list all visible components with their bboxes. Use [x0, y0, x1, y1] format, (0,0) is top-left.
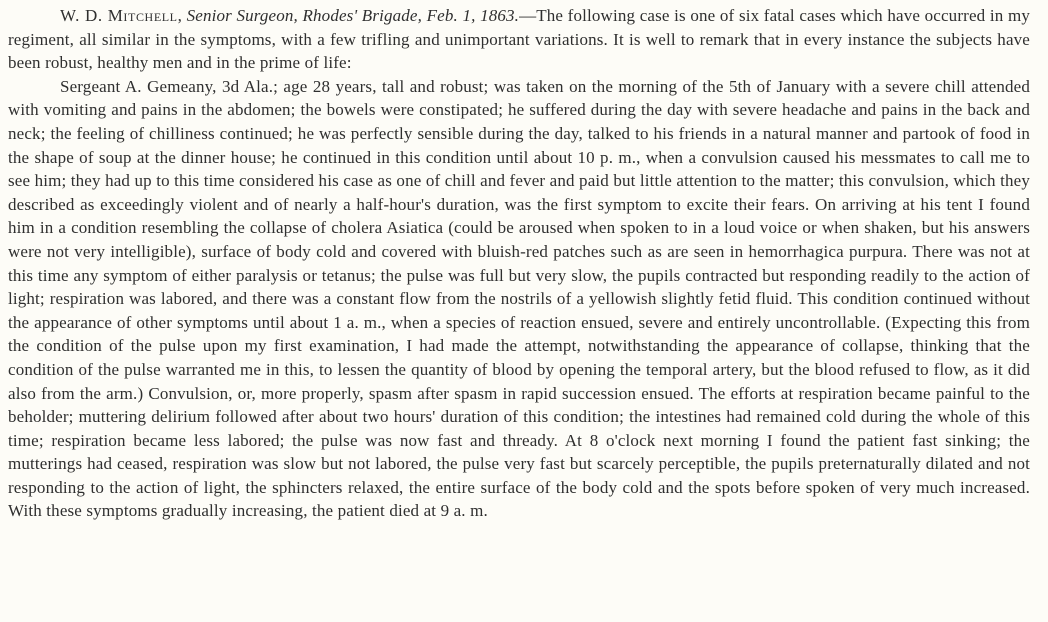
case-paragraph: Sergeant A. Gemeany, 3d Ala.; age 28 years, tall and robust; was taken on the morning of the 5th of January with a severe chill attended with vomiting and pains in the abdomen; the bowels were constipated; he suffered during the day with severe headache and pains in the back and neck; the feeling of chilliness continued; he was perfectly sensible during the day, talked to his friends in a natural manner and partook of food in the shape of soup at the dinner house; he continued in this condition until about 10 p. m., when a convulsion caused his messmates to call me to see him; they had up to this time considered his case as one of chill and fever and paid but little attention to the matter; this convulsion, which they described as exceedingly violent and of nearly a half-hour's duration, was the first symptom to excite their fears. On arriving at his tent I found him in a condition resembling the collapse of cholera Asiatica (could be aroused when spoken to in a loud voice or when shaken, but his answers were not very intelligible), surface of body cold and covered with bluish-red patches such as are seen in hemorrhagica purpura. There was not at this time any symptom of either paralysis or tetanus; the pulse was full but very slow, the pupils contracted but responding readily to the action of light; respiration was labored, and there was a constant flow from the nostrils of a yellowish slightly fetid fluid. This condition continued without the appearance of other symptoms until about 1 a. m., when a species of reaction ensued, severe and entirely uncontrollable. (Expecting this from the condition of the pulse upon my first examination, I had made the attempt, notwithstanding the appearance of collapse, thinking that the condition of the pulse warranted me in this, to lessen the quantity of blood by opening the temporal artery, but the blood refused to flow, as it did also from the arm.) Convulsion, or, more properly, spasm after spasm in rapid succession ensued. The efforts at respiration became painful to the beholder; muttering delirium followed after about two hours' duration of this condition; the intestines had remained cold during the whole of this time; respiration became less labored; the pulse was now fast and thready. At 8 o'clock next morning I found the patient fast sinking; the mutterings had ceased, respiration was slow but not labored, the pulse very fast but scarcely perceptible, the pupils preternaturally dilated and not responding to the action of light, the sphincters relaxed, the entire surface of the body cold and the spots before spoken of very much increased. With these symptoms gradually increasing, the patient died at 9 a. m. — [8, 76, 1030, 521]
author-title: Senior Surgeon, Rhodes' Brigade, Feb. 1, 1863. — [186, 6, 520, 25]
intro-text: —The following case is one of six fatal cases which have occurred in my regiment, all similar in the symptoms, with a few trifling and unimportant variations. It is well to remark that in every instance the subjects have been robust, healthy men and in the prime of life: — [8, 6, 1030, 73]
intro-paragraph: W. D. Mitchell, Senior Surgeon, Rhodes' Brigade, Feb. 1, 1863.—The following case is one of six fatal cases which have occurred in my regiment, all similar in the symptoms, with a few trifling and unimportant variations. It is well to remark that in every instance the subjects have been robust, healthy men and in the prime of life: — [8, 6, 1030, 73]
author-name: W. D. Mitchell — [60, 6, 178, 25]
